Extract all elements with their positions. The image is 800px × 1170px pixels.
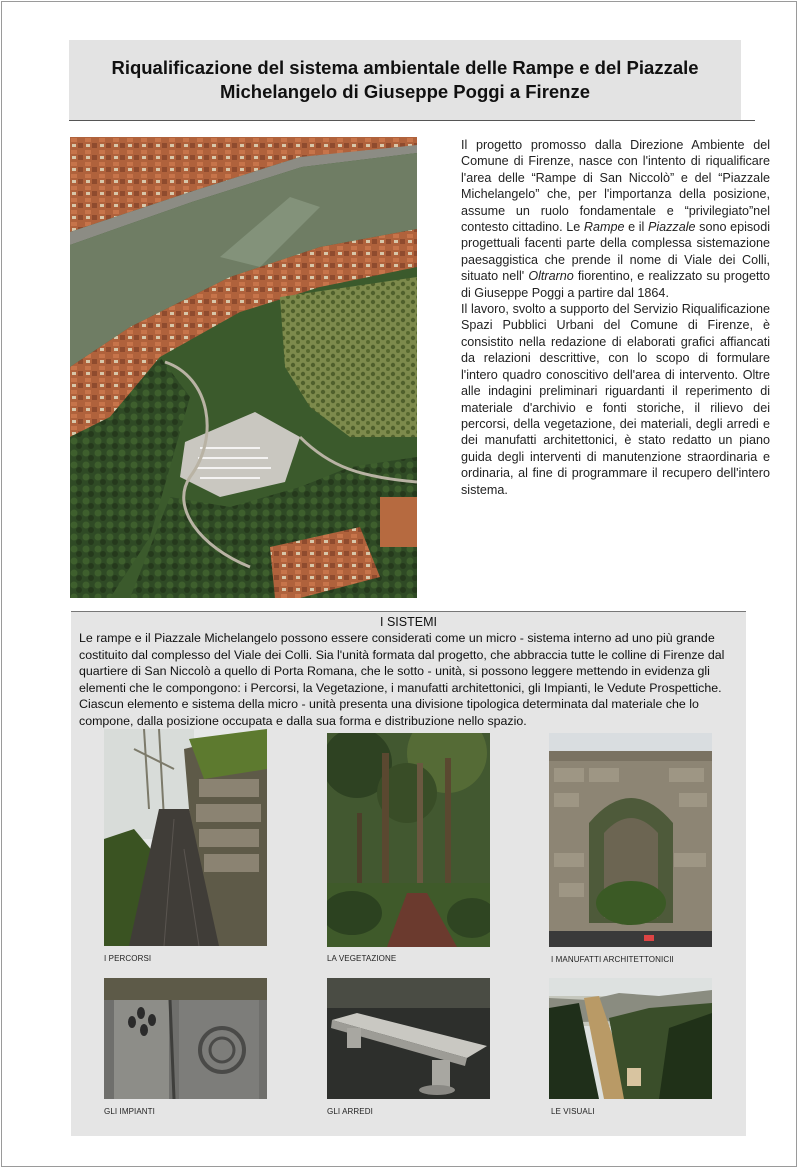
photo-vegetazione	[327, 733, 490, 947]
intro-paragraph-1	[461, 137, 770, 301]
title-line-2: Michelangelo di Giuseppe Poggi a Firenze	[219, 81, 591, 102]
italic-oltrarno: Oltrarno	[528, 269, 574, 284]
intro-text	[461, 137, 770, 498]
sistemi-rule	[71, 611, 746, 612]
caption-percorsi: I PERCORSI	[104, 954, 152, 963]
photo-percorsi	[104, 729, 267, 946]
sistemi-text: Le rampe e il Piazzale Michelangelo possono essere considerati come un micro - sistema interno ad uno più grande costituito dal complesso del Viale dei Colli. Sia l'unità formata dal progetto, che abbraccia tutte le colline di Firenze dal quartiere di San Niccolò a quello di Porta Romana, che le sotto - unità, si possono leggere mettendo in evidenza gli elementi che le compongono: i Percorsi, la Vegetazione, i manufatti architettonici, gli Impianti, le Vedute Prospettiche. Ciascun elemento e sistema della micro - unità presenta una divisione tipologica determinata dal materiale che lo compone, dalla posizione occupata e dalla sua forma e distribuzione nello spazio.	[79, 631, 725, 728]
title-underline	[69, 120, 755, 121]
sistemi-heading: I SISTEMI	[380, 615, 437, 629]
italic-piazzale: Piazzale	[647, 220, 696, 235]
caption-impianti: GLI IMPIANTI	[104, 1107, 155, 1116]
caption-arredi: GLI ARREDI	[327, 1107, 373, 1116]
photo-visuali	[549, 978, 712, 1099]
caption-manufatti: I MANUFATTI ARCHITETTONICII	[551, 955, 674, 964]
intro-text-part: fiorentino, e realizzato su progetto di Giuseppe Poggi a partire dal 1864.	[461, 269, 770, 300]
caption-vegetazione: LA VEGETAZIONE	[327, 954, 397, 963]
italic-rampe: Rampe	[583, 220, 625, 235]
title-line-1: Riqualificazione del sistema ambientale delle Rampe e del Piazzale	[111, 57, 699, 78]
photo-arredi	[327, 978, 490, 1099]
intro-text-part: sono episodi progettuali facenti parte della complessa sistemazione paesaggistica che prende il nome di Viale dei Colli, situato nell'	[461, 220, 770, 284]
photo-manufatti	[549, 733, 712, 947]
caption-visuali: LE VISUALI	[551, 1107, 595, 1116]
photo-impianti	[104, 978, 267, 1099]
page-title	[69, 56, 741, 104]
intro-text-part: e il	[624, 220, 648, 235]
intro-text-part: Il progetto promosso dalla Direzione Ambiente del Comune di Firenze, nasce con l'intento di riqualificare l'area delle “Rampe di San Niccolò” e del “Piazzale Michelangelo” che, per l'importanza della posizione, assume un ruolo fondamentale e “privilegiato”nel contesto cittadino. Le	[461, 138, 770, 235]
aerial-photo	[70, 137, 417, 598]
intro-paragraph-2: Il lavoro, svolto a supporto del Servizio Riqualificazione Spazi Pubblici Urbani del Comune di Firenze, è consistito nella redazione di elaborati grafici affiancati da relazioni descrittive, con lo scopo di formulare l'intero quadro conoscitivo dell'area di intervento. Oltre alle indagini preliminari riguardanti il reperimento di materiale d'archivio e fonti storiche, il rilievo dei percorsi, della vegetazione, dei materiali, degli arredi e dei manufatti architettonici, è stato redatto un piano guida degli interventi di manutenzione straordinaria e ordinaria, al fine di programmare il recupero dell'intero sistema.	[461, 302, 770, 497]
